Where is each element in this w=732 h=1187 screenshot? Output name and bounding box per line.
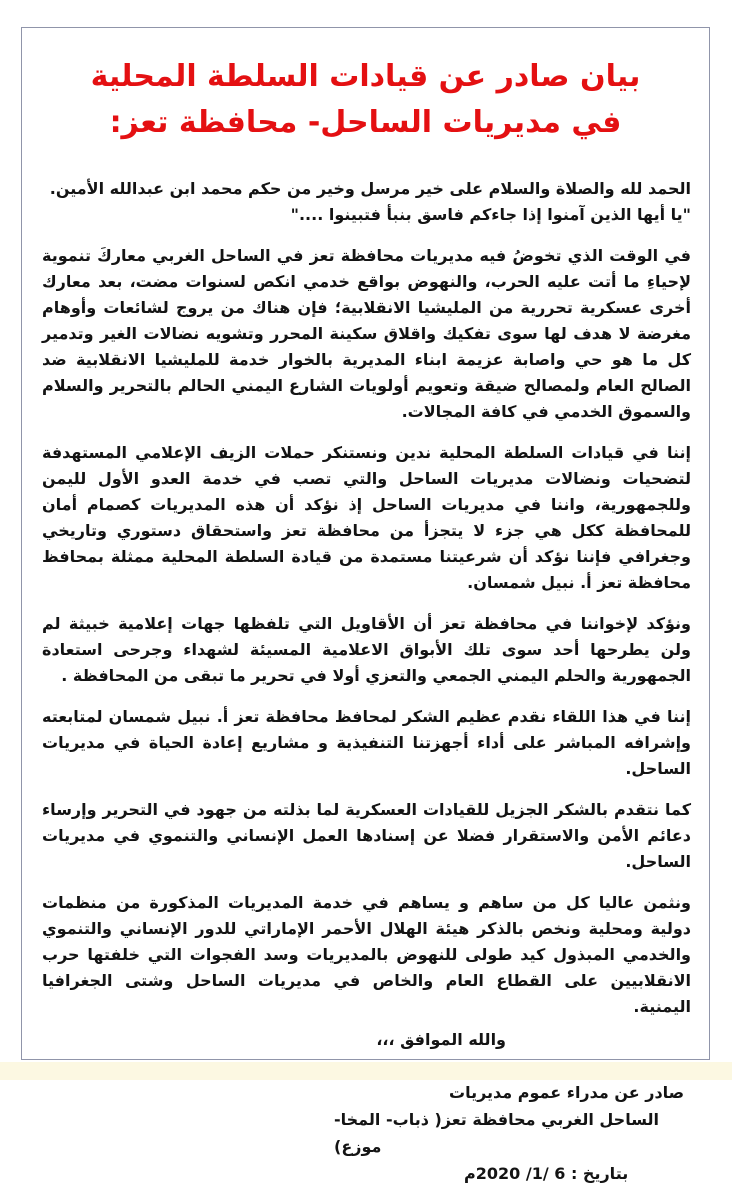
paragraph-context-war: في الوقت الذي تخوضُ فيه مديريات محافظة تعز في الساحل الغربي معاركَ تنموية لإحياءِ ما أتت عليه الحرب، والنهوض بواقع خدمي انكص لسنوات مضت، بعد معارك أخرى عسكرية تحررية من المليشيا الانقلابية؛ فإن هناك من يروج لشائعات وأوهام مغرضة لا هدف لها سوى تفكيك واقلاق سكينة المحرر وتشويه نضالات الغير وتدمير كل ما هو حي واصابة عزيمة ابناء المديرية بالخوار خدمة للمليشيا الانقلابية ضد الصالح العام ولمصالح ضيقة وتعويم أولويات الشارع اليمني الحالم بالتحرير والسلام والسموق الخدمي في كافة المجالات. xyxy=(42,246,691,421)
signature-region-line: الساحل الغربي محافظة تعز( ذباب- المخا- موزع) xyxy=(334,1110,659,1156)
paragraph-thanks-organizations: ونثمن عاليا كل من ساهم و يساهم في خدمة المديريات المذكورة من منظمات دولية ومحلية ونخص بالذكر هيئة الهلال الأحمر الإماراتي للدور الإنساني والتنموي والخدمي المبذول كيد طولى للنهوض بالمديريات وسد الفجوات التي خلفتها حرب الانقلابيين على القطاع العام والخاص في مديريات الساحل وشتى الجغرافيا اليمنية. xyxy=(42,893,691,1016)
title-line-1: بيان صادر عن قيادات السلطة المحلية xyxy=(90,59,641,94)
paragraph-rumors-rebuttal: ونؤكد لإخواننا في محافظة تعز أن الأقاويل التي تلفظها جهات إعلامية خبيثة لم ولن يطرحها أحد سوى تلك الأبواق الاعلامية المسيئة لشهداء وجرحى استعادة الجمهورية والحلم اليمني الجمعي والتعزي أولا في تحرير ما تبقى من المحافظة . xyxy=(42,614,691,685)
signature-issuer-line: صادر عن مدراء عموم مديريات xyxy=(449,1083,685,1102)
paragraph-condemnation: إننا في قيادات السلطة المحلية ندين ونستنكر حملات الزيف الإعلامي المستهدفة لتضحيات ونضالات مديريات الساحل والتي تصب في خدمة العدو الأول لليمن وللجمهورية، واننا في مديريات الساحل إذ نؤكد أن هذه المديريات كصمام أمان للمحافظة ككل هي جزء لا يتجزأ من محافظة تعز واستحقاق دستوري وتاريخي وجغرافي فإننا نؤكد أن شرعيتنا مستمدة من قيادة السلطة المحلية ممثلة بمحافظ محافظة تعز أ. نبيل شمسان. xyxy=(42,443,691,592)
document-title xyxy=(32,54,699,146)
closing-invocation: والله الموافق ،،، xyxy=(376,1030,506,1049)
title-line-2: في مديريات الساحل- محافظة تعز: xyxy=(109,105,622,140)
paragraph-thanks-governor: إننا في هذا اللقاء نقدم عظيم الشكر لمحافظ محافظة تعز أ. نبيل شمسان لمتابعته وإشرافه المباشر على أداء أجهزتنا التنفيذية و مشاريع إعادة الحياة في مديريات الساحل. xyxy=(42,707,691,778)
scan-bottom-edge xyxy=(0,1062,732,1080)
opening-praise-line: الحمد لله والصلاة والسلام على خير مرسل وخير من حكم محمد ابن عبدالله الأمين. xyxy=(49,179,691,198)
document-border-frame xyxy=(21,27,710,1183)
quran-verse-line: "يا أيها الذين آمنوا إذا جاءكم فاسق بنبأ فتبينوا ...." xyxy=(290,205,691,224)
statement-body xyxy=(42,176,691,1053)
signature-date-line: بتاريخ : 6 /1/ 2020م xyxy=(464,1164,629,1183)
signature-block xyxy=(334,1079,709,1187)
paragraph-thanks-military: كما نتقدم بالشكر الجزيل للقيادات العسكرية لما بذلته من جهود في التحرير وإرساء دعائم الأمن والاستقرار فضلا عن إسنادها العمل الإنساني والتنموي في مديريات الساحل. xyxy=(42,800,691,871)
